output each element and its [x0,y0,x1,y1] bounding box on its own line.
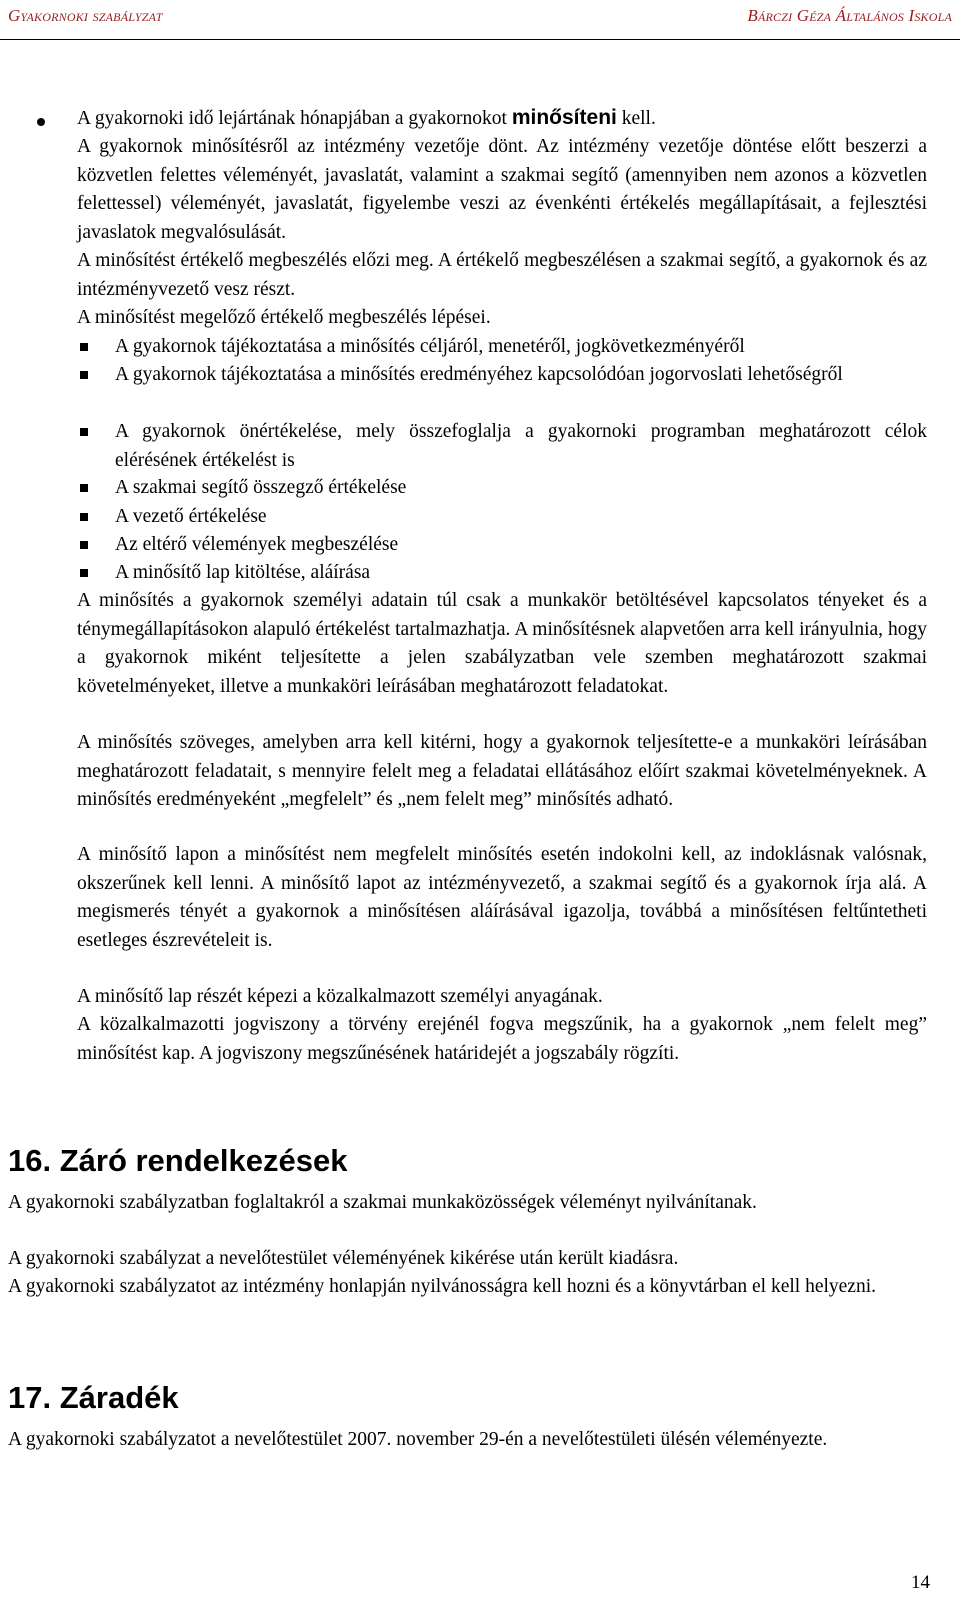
step-item: Az eltérő vélemények megbeszélése [115,534,399,555]
paragraph-decision: A gyakornok minősítésről az intézmény vezetője dönt. Az intézmény vezetője döntése előtt beszerzi a közvetlen felettes véleményét, javaslatát, valamint a szakmai segítő (amennyiben nem azonos a közvetlen felettessel) véleményét, javaslatát, figyelembe veszi az évenkénti értékelés megállapításait, a fejlesztési javaslatok megvalósulását. [77,136,927,243]
intro-text: A gyakornoki idő lejártának hónapjában a gyakornokot [77,108,512,129]
paragraph-termination: A közalkalmazotti jogviszony a törvény erejénél fogva megszűnik, ha a gyakornok „nem felelt meg” minősítést kap. A jogviszony megszűnésének határidejét a jogszabály rögzíti. [77,1014,927,1064]
square-bullet [80,541,88,549]
step-item: A gyakornok tájékoztatása a minősítés céljáról, menetéről, jogkövetkezményéről [115,336,745,357]
header-document-title: Gyakornoki szabályzat [8,6,163,25]
intro-text-end: kell. [616,108,656,129]
section-17-heading: 17. Záradék [8,1380,179,1415]
step-item: A vezető értékelése [115,506,267,527]
square-bullet [80,371,88,379]
section-16-paragraph: A gyakornoki szabályzatban foglaltakról a szakmai munkaközösségek véleményt nyilvánítanak. [8,1192,757,1213]
step-item: A gyakornok tájékoztatása a minősítés eredményéhez kapcsolódóan jogorvoslati lehetőségről [115,364,843,385]
section-17-paragraph: A gyakornoki szabályzatot a nevelőtestület 2007. november 29-én a nevelőtestületi ülésén véleményezte. [8,1429,828,1450]
paragraph-textual: A minősítés szöveges, amelyben arra kell kitérni, hogy a gyakornok teljesítette-e a munkaköri leírásában meghatározott feladatait, s mennyire felelt meg a feladatai ellátásához előírt szakmai követelményeknek. A minősítés eredményeként „megfelelt” és „nem felelt meg” minősítés adható. [77,732,927,810]
step-item: A minősítő lap kitöltése, aláírása [115,562,371,583]
paragraph-meeting: A minősítést értékelő megbeszélés előzi meg. A értékelő megbeszélésen a szakmai segítő, a gyakornok és az intézményvezető vesz részt. [77,250,927,300]
section-16-heading: 16. Záró rendelkezések [8,1143,348,1178]
paragraph-personnel-file: A minősítő lap részét képezi a közalkalmazott személyi anyagának. [77,986,603,1007]
running-header [0,0,960,40]
square-bullet [80,569,88,577]
intro-line [77,104,927,134]
intro-bold-word: minősíteni [511,106,617,129]
step-item: A szakmai segítő összegző értékelése [115,477,407,498]
section-16-paragraph: A gyakornoki szabályzatot az intézmény honlapján nyilvánosságra kell hozni és a könyvtárban el kell helyezni. [8,1276,877,1297]
square-bullet [80,484,88,492]
square-bullet [80,343,88,351]
bullet-dot [37,118,45,126]
paragraph-steps-intro: A minősítést megelőző értékelő megbeszélés lépései. [77,307,491,328]
header-school-name: Bárczi Géza Általános Iskola [747,6,952,25]
section-16-paragraph: A gyakornoki szabályzat a nevelőtestület véleményének kikérése után került kiadásra. [8,1248,679,1269]
square-bullet [80,428,88,436]
paragraph-content: A minősítés a gyakornok személyi adatain túl csak a munkakör betöltésével kapcsolatos tényeket és a ténymegállapításokon alapuló értékelést tartalmazhatja. A minősítésnek alapvetően arra kell irányulnia, hogy a gyakornok miként teljesítette a jelen szabályzatban vele szemben meghatározott szakmai követelményeket, illetve a munkaköri leírásában meghatározott feladatokat. [77,590,927,697]
square-bullet [80,513,88,521]
step-item: A gyakornok önértékelése, mely összefoglalja a gyakornoki programban meghatározott célok elérésének értékelést is [115,421,927,471]
page-number: 14 [911,1572,930,1593]
paragraph-signature: A minősítő lapon a minősítést nem megfelelt minősítés esetén indokolni kell, az indoklásnak valósnak, okszerűnek kell lenni. A minősítő lapot az intézményvezető, a szakmai segítő és a gyakornok írja alá. A megismerés tényét a gyakornok a minősítésen aláírásával igazolja, továbbá a minősítésen feltűntetheti esetleges észrevételeit is. [77,844,927,951]
